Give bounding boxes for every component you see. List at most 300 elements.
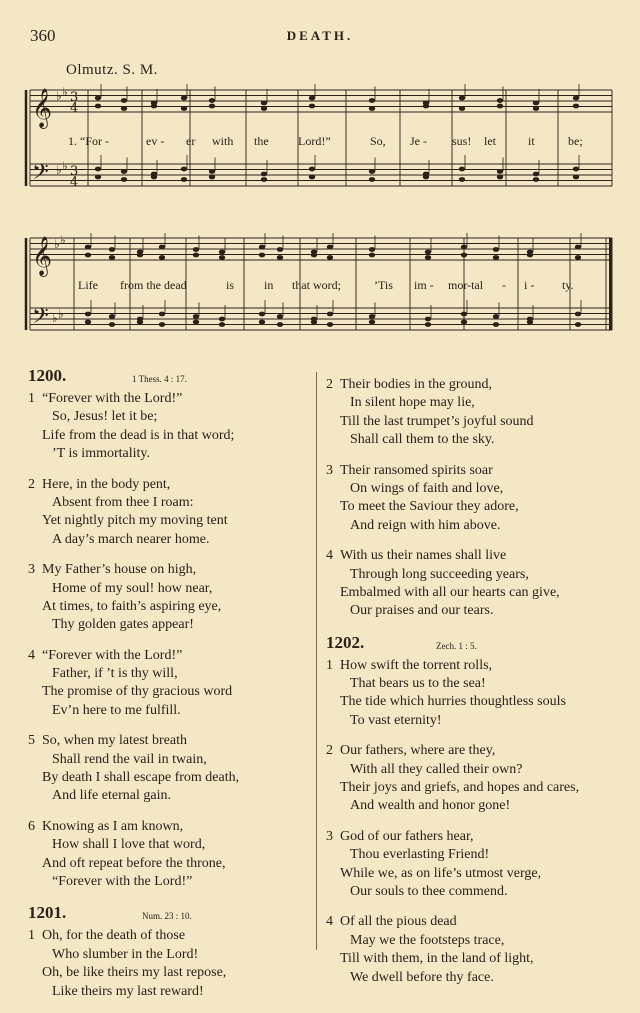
note-head [497,104,503,109]
line-text: With us their names shall live [340,548,507,564]
note-head [459,96,465,101]
lyric-syllable: from the dead [120,278,187,292]
line-text: “Forever with the Lord!” [42,391,183,406]
note-head [277,255,283,260]
stanza-line [28,946,306,964]
stanza-line [28,580,306,598]
treble-clef: 𝄞 [32,88,53,128]
note-head [327,245,333,250]
note-head [497,98,503,103]
stanza [326,742,626,816]
note-head [327,322,333,327]
treble-clef: 𝄞 [32,236,53,276]
stanza-line [326,566,626,584]
stanza-line [326,693,626,711]
hymn-1202-text [326,657,626,987]
note-head [85,253,91,258]
note-head [493,255,499,260]
line-text: “Forever with the Lord!” [52,873,193,889]
line-text: Father, if ’t is thy will, [52,666,178,682]
note-head [193,314,199,319]
note-head [459,106,465,111]
note-head [209,104,215,109]
note-head [85,245,91,250]
note-head [181,106,187,111]
stanza-number: 5 [28,733,35,749]
note-head [423,175,429,180]
note-head [159,312,165,317]
stanza-line [28,873,306,891]
stanza-line [28,390,306,408]
note-head [109,322,115,327]
line-text: Here, in the body pent, [42,476,171,492]
line-text: And oft repeat before the throne, [42,855,226,871]
stanza-number: 6 [28,818,35,834]
note-head [109,255,115,260]
note-head [461,245,467,250]
note-head [369,177,375,182]
lyric-syllable: 1. “For - [68,134,109,148]
flat-sign: ♭ [62,85,68,99]
stanza-line [326,517,626,535]
hymn-number: 1202. [326,632,365,652]
line-text: Our praises and our tears. [350,603,494,619]
line-text: Thy golden gates appear! [52,617,194,633]
line-text: How swift the torrent rolls, [340,657,493,673]
stanza-line [28,427,306,445]
bass-clef: 𝄢 [32,304,49,334]
time-signature-top: 3 [70,90,79,105]
note-head [121,169,127,174]
note-head [311,253,317,258]
note-head [311,320,317,325]
note-head [575,312,581,317]
line-text: So, when my latest breath [42,733,188,749]
line-text: With all they called their own? [350,761,523,777]
line-text: God of our fathers hear, [340,828,474,844]
note-head [533,177,539,182]
note-head [493,247,499,252]
lyric-syllable: that word; [292,278,341,292]
stanza-number: 3 [326,828,333,844]
note-head [573,104,579,109]
note-head [85,312,91,317]
stanza-number: 1 [28,928,35,944]
note-head [493,314,499,319]
note-head [459,177,465,182]
line-text: Like theirs my last reward! [52,983,204,999]
stanza-line [28,476,306,494]
hymn-header [326,633,626,657]
stanza-number: 2 [28,476,35,492]
line-text: Their bodies in the ground, [340,377,493,392]
stanza-line [28,616,306,634]
stanza-line [28,512,306,530]
note-head [259,312,265,317]
lyric-syllable: be; [568,134,583,148]
note-head [277,322,283,327]
note-head [369,253,375,258]
stanza-line [326,498,626,516]
flat-sign: ♭ [56,163,62,177]
note-head [369,247,375,252]
note-head [369,106,375,111]
note-head [533,106,539,111]
line-text: Knowing as I am known, [42,818,184,834]
stanza-line [28,836,306,854]
stanza-line [326,779,626,797]
stanza-line [326,969,626,987]
stanza-line [326,602,626,620]
note-head [369,314,375,319]
note-head [497,169,503,174]
stanza-line [326,932,626,950]
line-text: My Father’s house on high, [42,562,197,578]
scripture-reference: 1 Thess. 4 : 17. [132,374,187,384]
stanza-line [326,865,626,883]
note-head [327,312,333,317]
note-head [151,175,157,180]
stanza-line [28,983,306,1001]
line-text: Our souls to thee commend. [350,883,508,899]
stanza-line [326,797,626,815]
line-text: ’T is immortality. [52,446,150,462]
time-signature-bottom: 4 [70,175,79,190]
stanza-number: 1 [28,391,35,406]
note-head [95,96,101,101]
note-head [181,167,187,172]
stanza-line [28,769,306,787]
flat-sign: ♭ [56,89,62,103]
note-head [573,167,579,172]
note-head [573,175,579,180]
line-text: Till the last trumpet’s joyful sound [340,413,534,429]
line-text: “Forever with the Lord!” [42,647,183,663]
note-head [327,255,333,260]
note-head [309,167,315,172]
stanza-line [28,561,306,579]
note-head [425,317,431,322]
note-head [159,322,165,327]
lyric-syllable: is [226,278,235,292]
note-head [209,169,215,174]
line-text: Oh, be like theirs my last repose, [42,965,227,981]
stanza [28,818,306,892]
note-head [425,250,431,255]
note-head [159,245,165,250]
stanza-line [326,846,626,864]
stanza-line [326,761,626,779]
note-head [277,314,283,319]
note-head [261,172,267,177]
note-head [137,320,143,325]
stanza [28,927,306,1001]
stanza-line [326,883,626,901]
stanza-line [326,480,626,498]
stanza-line [28,494,306,512]
note-head [85,320,91,325]
lyric-syllable: So, [370,134,386,148]
stanza-line [28,855,306,873]
stanza-number: 3 [326,462,333,478]
hymn-header [28,903,306,927]
note-head [369,169,375,174]
time-signature-top: 3 [70,164,79,179]
note-head [277,247,283,252]
stanza [28,561,306,635]
note-head [219,317,225,322]
stanza [326,828,626,902]
note-head [461,320,467,325]
note-head [95,175,101,180]
note-head [575,245,581,250]
note-head [219,250,225,255]
line-text: Shall rend the vail in twain, [52,751,207,767]
stanza-number: 3 [28,562,35,578]
lyric-syllable: ty. [562,278,574,292]
note-head [109,247,115,252]
note-head [209,98,215,103]
flat-sign: ♭ [52,311,58,325]
final-bar-thick [609,238,612,330]
running-head: DEATH. [286,28,354,43]
note-head [109,314,115,319]
stanza-line [326,431,626,449]
left-column [28,366,306,1013]
stanza [28,732,306,806]
stanza [326,462,626,536]
note-head [575,322,581,327]
stanza-line [326,584,626,602]
stanza-line [28,408,306,426]
line-text: And wealth and honor gone! [350,798,511,814]
line-text: So, Jesus! let it be; [52,409,158,425]
lyric-syllable: Life [78,278,98,292]
time-signature-bottom: 4 [70,101,79,116]
lyric-syllable: with [212,134,234,148]
note-head [533,101,539,106]
stanza-line [28,445,306,463]
flat-sign: ♭ [58,307,64,321]
line-text: Embalmed with all our hearts can give, [340,584,560,600]
stanza-line [28,927,306,945]
note-head [309,175,315,180]
lyric-syllable: sus! [452,134,472,148]
note-head [181,96,187,101]
line-text: Who slumber in the Lord! [52,946,199,962]
hymn-1201-text-part2 [326,376,626,621]
note-head [121,177,127,182]
column-divider [316,372,317,950]
hymn-1201-text-part1 [28,927,306,1001]
stanza [28,390,306,464]
line-text: We dwell before thy face. [350,969,494,985]
note-head [425,255,431,260]
stanza-line [326,657,626,675]
stanza [326,376,626,450]
line-text: Till with them, in the land of light, [340,951,534,967]
lyric-syllable: ev - [146,134,165,148]
stanza-line [326,675,626,693]
hymn-number: 1201. [28,903,67,923]
stanza-line [326,394,626,412]
line-text: Home of my soul! how near, [52,580,213,596]
note-head [181,177,187,182]
note-head [261,177,267,182]
stanza-number: 2 [326,743,333,759]
lyric-syllable: the [254,134,269,148]
scripture-reference: Num. 23 : 10. [142,911,192,922]
note-head [151,104,157,109]
stanza-line [326,712,626,730]
line-text: On wings of faith and love, [350,480,504,496]
line-text: How shall I love that word, [52,837,206,853]
note-head [121,106,127,111]
note-head [369,320,375,325]
stanza [28,647,306,721]
stanza-number: 4 [28,647,35,663]
lyric-syllable: let [484,134,496,148]
stanza-line [28,732,306,750]
note-head [527,320,533,325]
note-head [193,253,199,258]
line-text: While we, as on life’s utmost verge, [340,865,542,881]
stanza-line [326,913,626,931]
scripture-reference: Zech. 1 : 5. [436,640,477,651]
note-head [497,175,503,180]
stanza-line [28,665,306,683]
note-head [493,322,499,327]
note-head [261,101,267,106]
stanza-line [326,950,626,968]
lyric-syllable: ’Tis [374,278,393,292]
line-text: To vast eternity! [350,712,442,728]
lyric-syllable: im - [414,278,434,292]
stanza-number: 4 [326,914,333,930]
note-head [193,247,199,252]
bass-clef: 𝄢 [32,160,49,190]
line-text: Ev’n here to me fulfill. [52,702,181,718]
note-head [573,96,579,101]
stanza-line [28,818,306,836]
line-text: And reign with him above. [350,517,501,533]
stanza-line [28,751,306,769]
line-text: Life from the dead is in that word; [42,427,235,443]
note-head [159,255,165,260]
stanza [326,547,626,621]
note-head [209,175,215,180]
hymn-number: 1200. [28,366,67,385]
note-head [461,312,467,317]
line-text: At times, to faith’s aspiring eye, [42,598,222,614]
lyric-syllable: i - [524,278,535,292]
stanza-line [28,702,306,720]
stanza-line [326,376,626,394]
note-head [575,255,581,260]
note-head [459,167,465,172]
flat-sign: ♭ [60,233,66,247]
note-head [95,167,101,172]
line-text: By death I shall escape from death, [42,770,240,786]
stanza-number: 4 [326,548,333,564]
line-text: Through long succeeding years, [350,566,529,582]
note-head [121,98,127,103]
stanza-line [28,787,306,805]
line-text: And life eternal gain. [52,788,171,804]
line-text: That bears us to the sea! [350,676,486,692]
stanza-number: 2 [326,377,333,392]
note-head [259,245,265,250]
note-head [259,253,265,258]
line-text: Of all the pious dead [340,914,457,930]
line-text: The tide which hurries thoughtless souls [340,694,566,710]
line-text: Absent from thee I roam: [52,494,194,510]
note-head [533,172,539,177]
note-head [193,320,199,325]
note-head [95,104,101,109]
lyric-syllable: er [186,134,196,148]
line-text: Their joys and griefs, and hopes and cares, [340,780,580,796]
note-head [219,322,225,327]
line-text: A day’s march nearer home. [52,531,210,547]
line-text: Their ransomed spirits soar [340,462,493,478]
line-text: The promise of thy gracious word [42,684,233,700]
stanza-line [28,683,306,701]
note-head [137,253,143,258]
stanza-line [326,828,626,846]
lyric-syllable: it [528,134,535,148]
note-head [369,98,375,103]
stanza [326,657,626,731]
line-text: Our fathers, where are they, [340,743,496,759]
stanza [28,476,306,550]
hymn-header [28,366,306,390]
stanza-line [28,531,306,549]
right-column [326,376,626,999]
stanza [326,913,626,987]
page-number: 360 [30,26,56,45]
lyric-syllable: in [264,278,274,292]
stanza-line [326,742,626,760]
note-head [423,104,429,109]
line-text: To meet the Saviour they adore, [340,499,519,515]
stanza-line [326,547,626,565]
stanza-line [28,964,306,982]
stanza-line [326,413,626,431]
line-text: Yet nightly pitch my moving tent [42,513,228,529]
note-head [259,320,265,325]
note-head [219,255,225,260]
line-text: Thou everlasting Friend! [350,847,490,863]
lyric-syllable: mor-tal [448,278,484,292]
stanza-number: 1 [326,657,333,673]
lyric-syllable: Lord!” [298,134,331,148]
flat-sign: ♭ [54,237,60,251]
stanza-line [326,462,626,480]
note-head [309,104,315,109]
note-head [425,322,431,327]
hymn-1200-text [28,390,306,891]
line-text: May we the footsteps trace, [350,932,505,948]
note-head [527,253,533,258]
note-head [309,96,315,101]
lyric-syllable: - [502,278,506,292]
tune-name: Olmutz. S. M. [66,62,158,78]
flat-sign: ♭ [62,159,68,173]
note-head [261,106,267,111]
line-text: Shall call them to the sky. [350,432,495,448]
music-score [0,0,640,360]
